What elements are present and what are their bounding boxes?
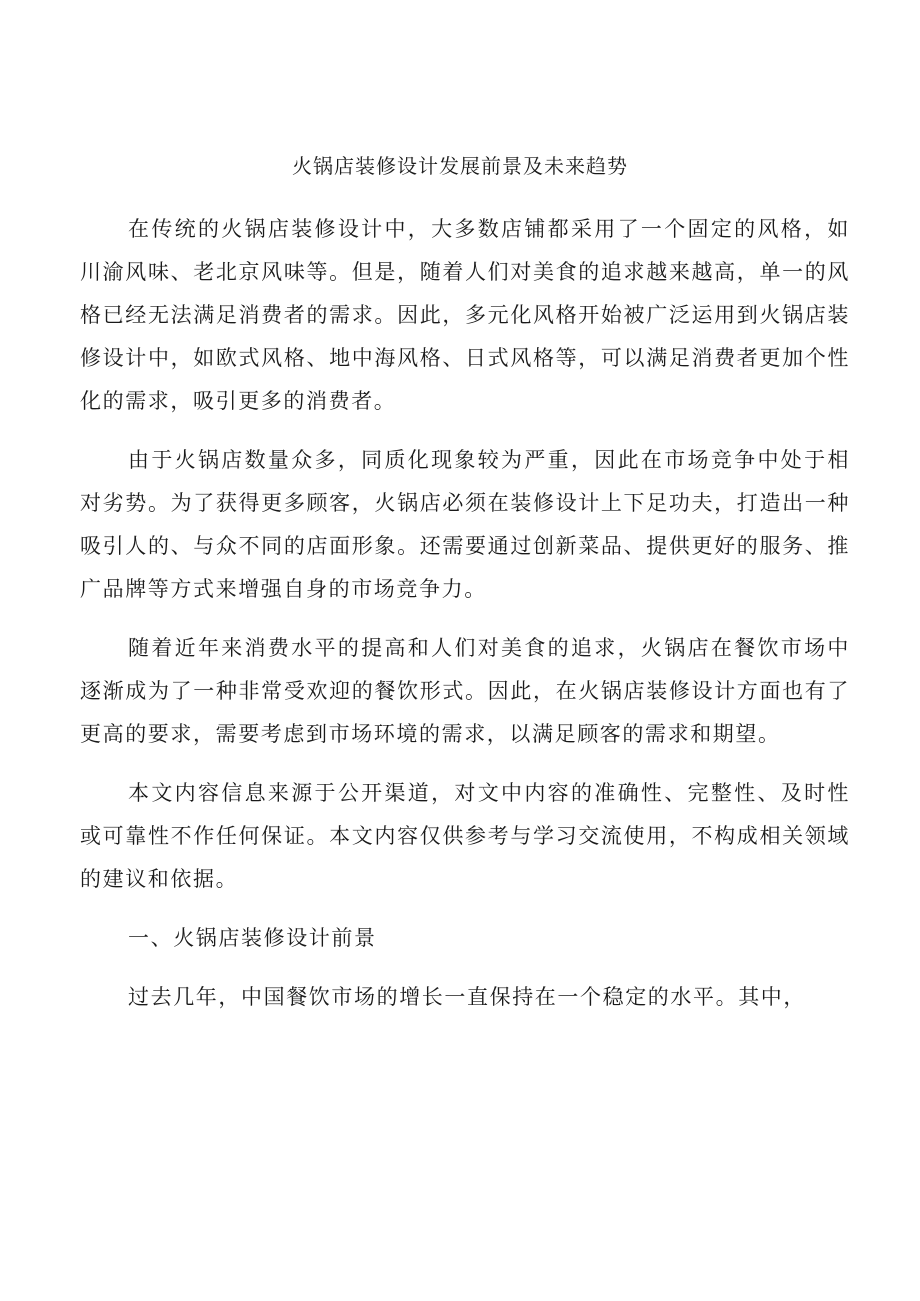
paragraph-4: 本文内容信息来源于公开渠道，对文中内容的准确性、完整性、及时性或可靠性不作任何保证。本文内容仅供参考与学习交流使用，不构成相关领域的建议和依据。 [80,781,850,891]
paragraph-3: 随着近年来消费水平的提高和人们对美食的追求，火锅店在餐饮市场中逐渐成为了一种非常受欢迎的餐饮形式。因此，在火锅店装修设计方面也有了更高的要求，需要考虑到市场环境的需求，以满足顾客的需求和期望。 [80,636,850,746]
paragraph-2: 由于火锅店数量众多，同质化现象较为严重，因此在市场竞争中处于相对劣势。为了获得更多顾客，火锅店必须在装修设计上下足功夫，打造出一种吸引人的、与众不同的店面形象。还需要通过创新菜品、提供更好的服务、推广品牌等方式来增强自身的市场竞争力。 [80,448,850,601]
paragraph-1: 在传统的火锅店装修设计中，大多数店铺都采用了一个固定的风格，如川渝风味、老北京风味等。但是，随着人们对美食的追求越来越高，单一的风格已经无法满足消费者的需求。因此，多元化风格开始被广泛运用到火锅店装修设计中，如欧式风格、地中海风格、日式风格等，可以满足消费者更加个性化的需求，吸引更多的消费者。 [80,217,850,413]
section-heading: 一、火锅店装修设计前景 [128,926,377,950]
section-paragraph-1: 过去几年，中国餐饮市场的增长一直保持在一个稳定的水平。其中， [128,985,806,1009]
document-title: 火锅店装修设计发展前景及未来趋势 [292,154,628,178]
document-body [80,208,850,1035]
